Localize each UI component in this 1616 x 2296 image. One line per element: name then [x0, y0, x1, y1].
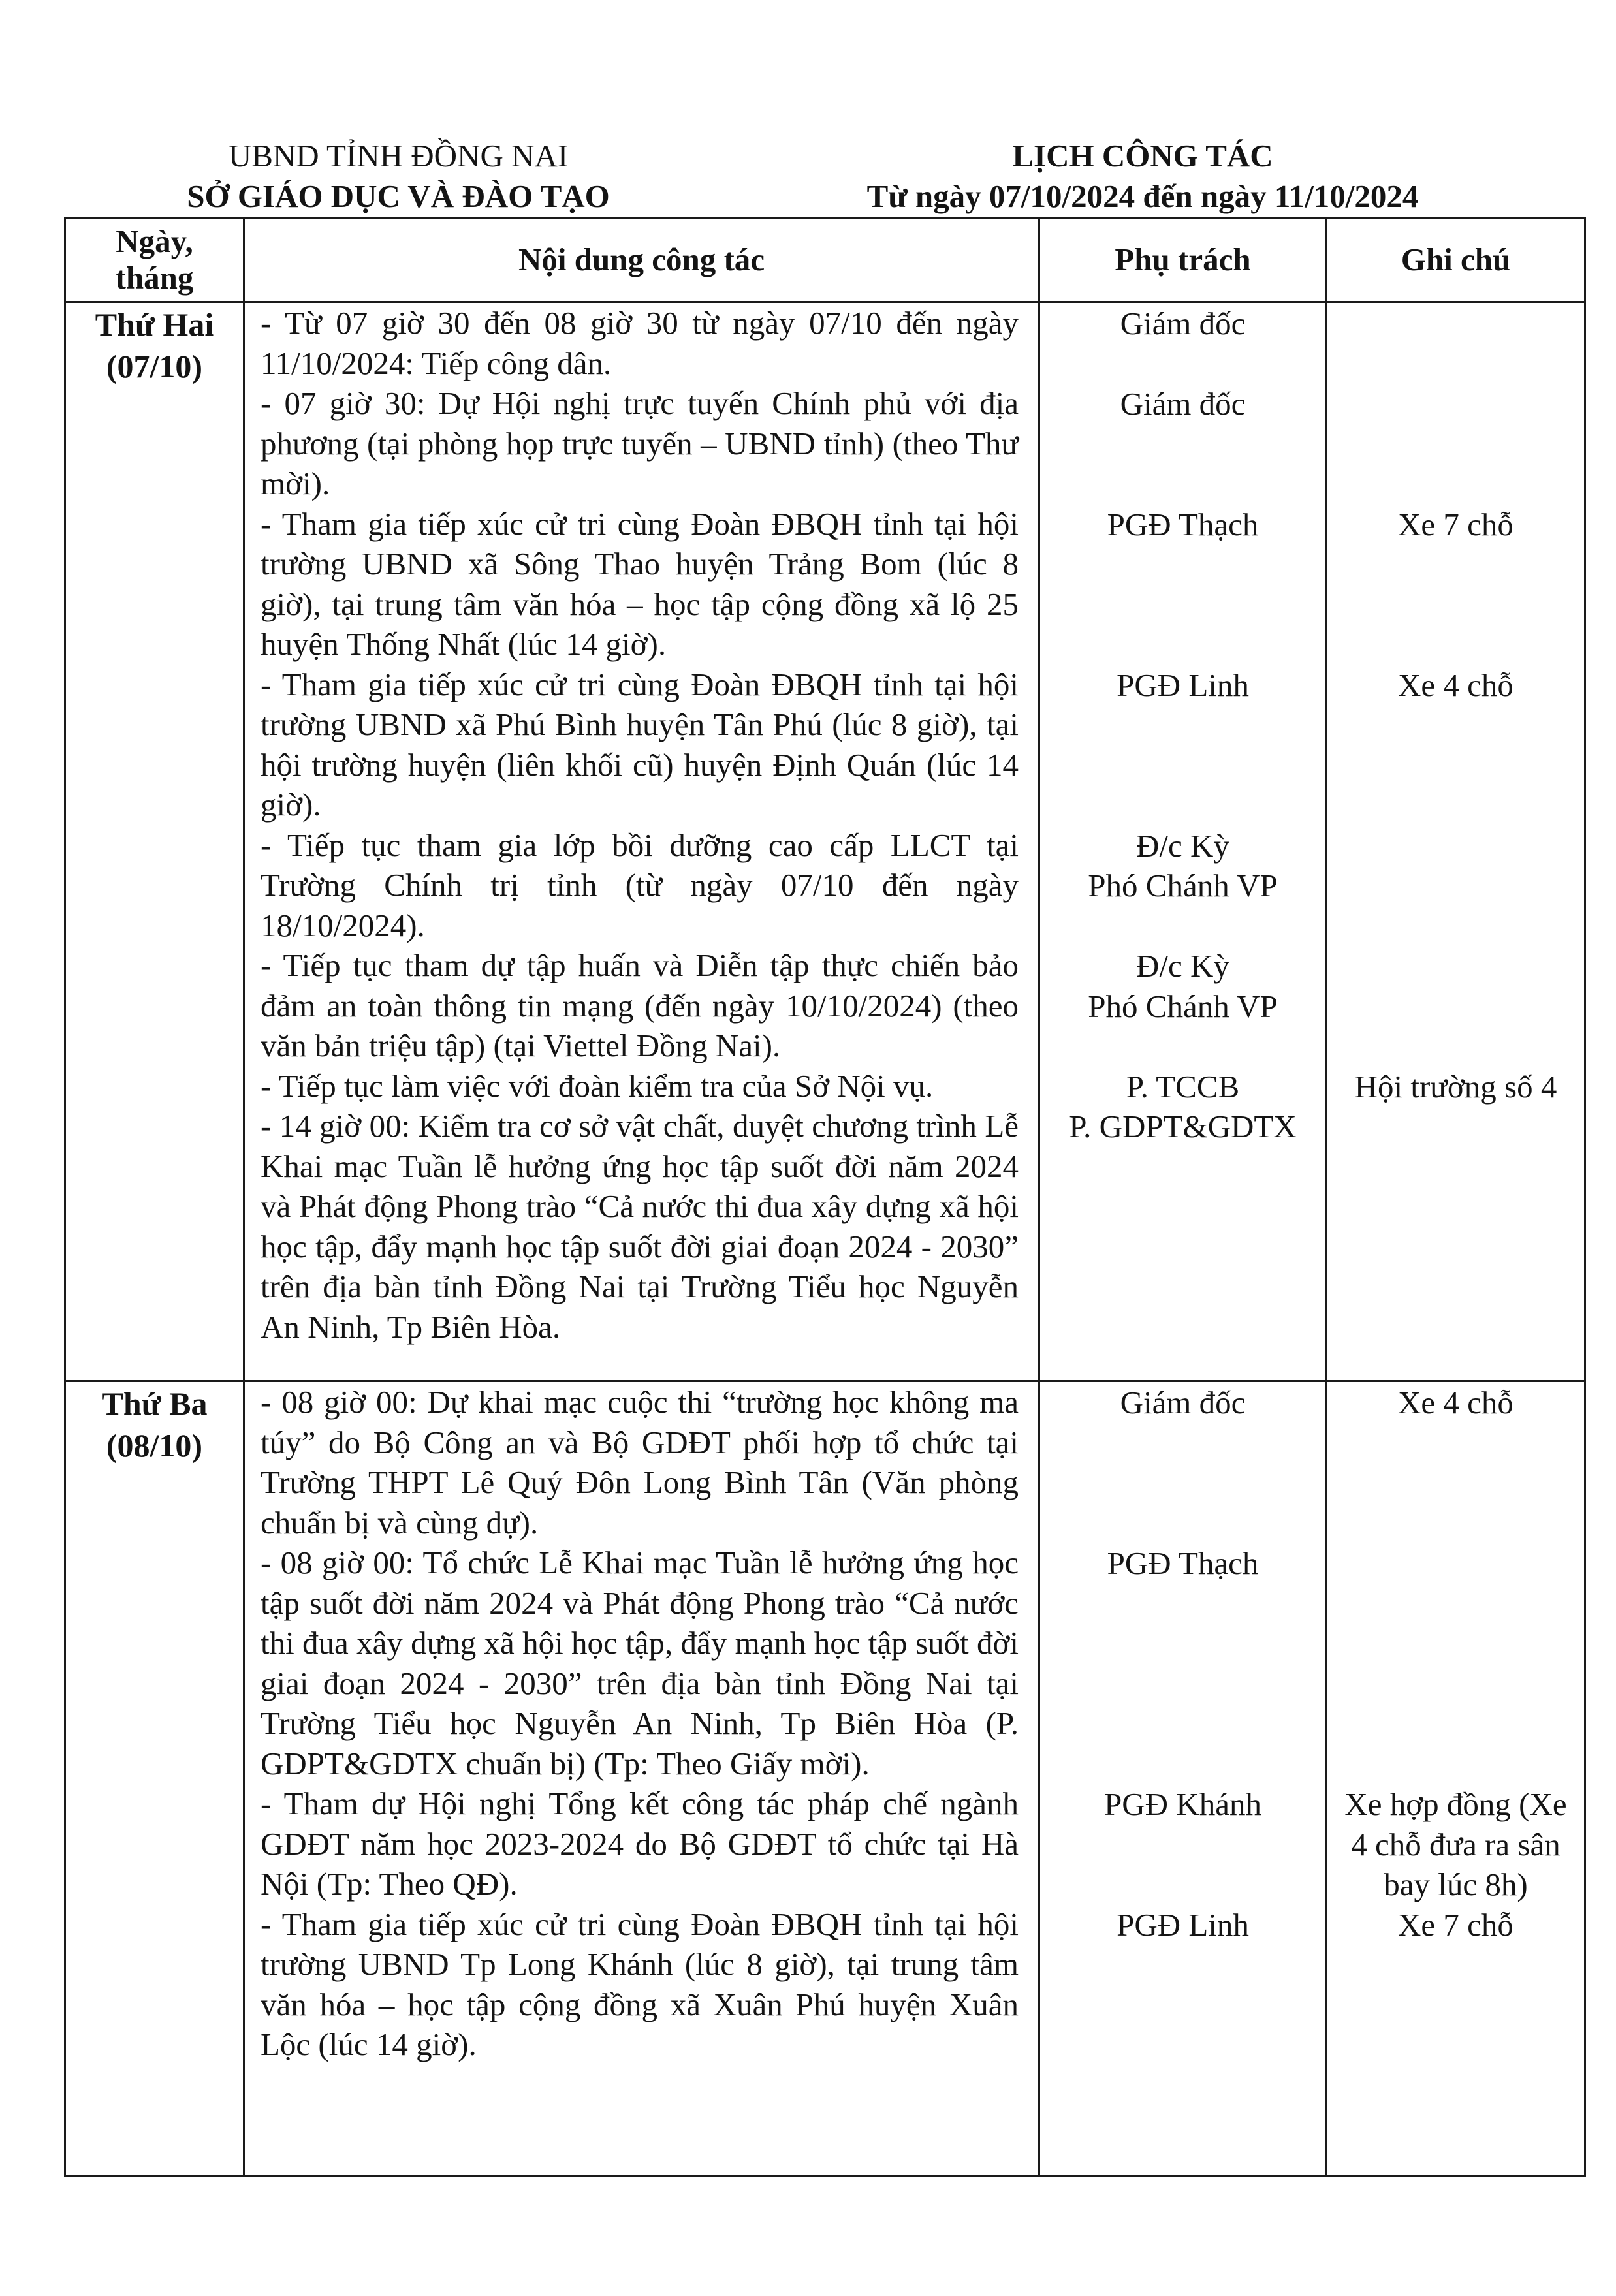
- note-entry: [1328, 1107, 1583, 1347]
- table-row: [65, 1381, 1585, 2176]
- note-entry: [1328, 384, 1583, 505]
- content-cell: [244, 1381, 1039, 2176]
- col-header-note: Ghi chú: [1327, 218, 1585, 302]
- in-charge-cell: [1039, 302, 1327, 1381]
- note-entry: [1328, 304, 1583, 384]
- in-charge-name: PGĐ Thạch: [1107, 1545, 1259, 1581]
- col-header-in-charge: Phụ trách: [1039, 218, 1327, 302]
- in-charge-entry: [1041, 1067, 1325, 1107]
- in-charge-name: Giám đốc: [1120, 1385, 1246, 1421]
- in-charge-entry: [1041, 505, 1325, 665]
- in-charge-entry: [1041, 1784, 1325, 1905]
- table-row: [65, 302, 1585, 1381]
- note-entry: Xe 7 chỗ: [1398, 506, 1513, 543]
- in-charge-name: Giám đốc: [1120, 306, 1246, 341]
- table-header-row: [65, 218, 1585, 302]
- in-charge-entry: [1041, 665, 1325, 826]
- in-charge-name: P. GDPT&GDTX: [1069, 1109, 1297, 1144]
- schedule-entry: - Tham gia tiếp xúc cử tri cùng Đoàn ĐBQH tỉnh tại hội trường UBND Tp Long Khánh (lúc 8 giờ), tại trung tâm văn hóa – học tập cộng đồng xã Xuân Phú huyện Xuân Lộc (lúc 14 giờ).: [261, 1906, 1019, 2062]
- schedule-entry: - 14 giờ 00: Kiểm tra cơ sở vật chất, duyệt chương trình Lễ Khai mạc Tuần lễ hưởng ứng học tập suốt đời năm 2024 và Phát động Phong trào “Cả nước thi đua xây dựng xã hội học tập, đẩy mạnh học tập suốt đời giai đoạn 2024 - 2030” trên địa bàn tỉnh Đồng Nai tại Trường Tiểu học Nguyễn An Ninh, Tp Biên Hòa.: [261, 1108, 1019, 1345]
- in-charge-name: PGĐ Linh: [1117, 1906, 1249, 1943]
- schedule-entry: - Từ 07 giờ 30 đến 08 giờ 30 từ ngày 07/10 đến ngày 11/10/2024: Tiếp công dân.: [261, 305, 1019, 381]
- in-charge-entry: [1041, 1905, 1325, 2066]
- note-entry: Xe 4 chỗ: [1398, 667, 1513, 703]
- in-charge-name: Đ/c Kỳ: [1136, 948, 1229, 984]
- schedule-entry: - Tham dự Hội nghị Tổng kết công tác pháp chế ngành GDĐT năm học 2023-2024 do Bộ GDĐT tổ chức tại Hà Nội (Tp: Theo QĐ).: [261, 1785, 1019, 1902]
- schedule-entry: - 08 giờ 00: Dự khai mạc cuộc thi “trường học không ma túy” do Bộ Công an và Bộ GDĐT phối hợp tổ chức tại Trường THPT Lê Quý Đôn Long Bình Tân (Văn phòng chuẩn bị và cùng dự).: [261, 1384, 1019, 1541]
- note-entry: Xe hợp đồng (Xe 4 chỗ đưa ra sân bay lúc 8h): [1344, 1786, 1567, 1902]
- in-charge-name: Giám đốc: [1120, 386, 1246, 422]
- note-entry: Xe 4 chỗ: [1398, 1385, 1513, 1421]
- note-entry: [1328, 946, 1583, 1067]
- schedule-entry: - 08 giờ 00: Tổ chức Lễ Khai mạc Tuần lễ hưởng ứng học tập suốt đời năm 2024 và Phát động Phong trào “Cả nước thi đua xây dựng xã hội học tập, đẩy mạnh học tập suốt đời giai đoạn 2024 - 2030” trên địa bàn tỉnh Đồng Nai tại Trường Tiểu học Nguyễn An Ninh, Tp Biên Hòa (P. GDPT&GDTX chuẩn bị) (Tp: Theo Giấy mời).: [261, 1545, 1019, 1782]
- schedule-entry: - 07 giờ 30: Dự Hội nghị trực tuyến Chính phủ với địa phương (tại phòng họp trực tuyến – UBND tỉnh) (theo Thư mời).: [261, 385, 1019, 501]
- col-header-date: Ngày, tháng: [65, 218, 244, 302]
- org-line-1: UBND TỈNH ĐỒNG NAI: [228, 138, 569, 174]
- in-charge-name: PGĐ Linh: [1117, 667, 1249, 703]
- in-charge-name: PGĐ Thạch: [1107, 506, 1259, 543]
- note-cell: [1327, 1381, 1585, 2176]
- schedule-entry: - Tham gia tiếp xúc cử tri cùng Đoàn ĐBQH tỉnh tại hội trường UBND xã Phú Bình huyện Tân Phú (lúc 8 giờ), tại hội trường huyện (liên khối cũ) huyện Định Quán (lúc 14 giờ).: [261, 666, 1019, 823]
- in-charge-name: Phó Chánh VP: [1088, 868, 1278, 904]
- in-charge-entry: [1041, 1543, 1325, 1784]
- date-range: Từ ngày 07/10/2024 đến ngày 11/10/2024: [866, 178, 1419, 214]
- col-header-content: Nội dung công tác: [244, 218, 1039, 302]
- day-date: (08/10): [106, 1427, 203, 1464]
- org-line-2: SỞ GIÁO DỤC VÀ ĐÀO TẠO: [187, 178, 610, 214]
- in-charge-name: Phó Chánh VP: [1088, 988, 1278, 1024]
- schedule-entry: - Tiếp tục làm việc với đoàn kiểm tra của Sở Nội vụ.: [261, 1067, 934, 1104]
- header-title-block: [784, 136, 1502, 217]
- content-cell: [244, 302, 1039, 1381]
- in-charge-name: Đ/c Kỳ: [1136, 827, 1229, 864]
- day-cell: [65, 1381, 244, 2176]
- note-cell: [1327, 302, 1585, 1381]
- note-entry: Hội trường số 4: [1354, 1068, 1557, 1105]
- in-charge-entry: [1041, 1107, 1325, 1347]
- in-charge-entry: [1041, 384, 1325, 505]
- in-charge-entry: [1041, 826, 1325, 947]
- note-entry: [1328, 1543, 1583, 1784]
- day-name: Thứ Hai: [95, 306, 214, 343]
- document-title: LỊCH CÔNG TÁC: [1012, 138, 1273, 174]
- in-charge-name: PGĐ Khánh: [1104, 1786, 1261, 1822]
- header-organization: [104, 136, 692, 217]
- schedule-table: [64, 217, 1586, 2177]
- schedule-entry: - Tiếp tục tham gia lớp bồi dưỡng cao cấp LLCT tại Trường Chính trị tỉnh (từ ngày 07/10 đến ngày 18/10/2024).: [261, 826, 1019, 943]
- in-charge-entry: [1041, 1383, 1325, 1543]
- schedule-entry: - Tham gia tiếp xúc cử tri cùng Đoàn ĐBQH tỉnh tại hội trường UBND xã Sông Thao huyện Trảng Bom (lúc 8 giờ), tại trung tâm văn hóa – học tập cộng đồng xã lộ 25 huyện Thống Nhất (lúc 14 giờ).: [261, 505, 1019, 662]
- in-charge-entry: [1041, 304, 1325, 384]
- day-name: Thứ Ba: [101, 1385, 208, 1422]
- in-charge-entry: [1041, 946, 1325, 1067]
- note-entry: Xe 7 chỗ: [1398, 1906, 1513, 1943]
- schedule-entry: - Tiếp tục tham dự tập huấn và Diễn tập thực chiến bảo đảm an toàn thông tin mạng (đến ngày 10/10/2024) (theo văn bản triệu tập) (tại Viettel Đồng Nai).: [261, 947, 1019, 1063]
- in-charge-cell: [1039, 1381, 1327, 2176]
- day-cell: [65, 302, 244, 1381]
- note-entry: [1328, 826, 1583, 947]
- in-charge-name: P. TCCB: [1126, 1068, 1240, 1105]
- day-date: (07/10): [106, 348, 203, 385]
